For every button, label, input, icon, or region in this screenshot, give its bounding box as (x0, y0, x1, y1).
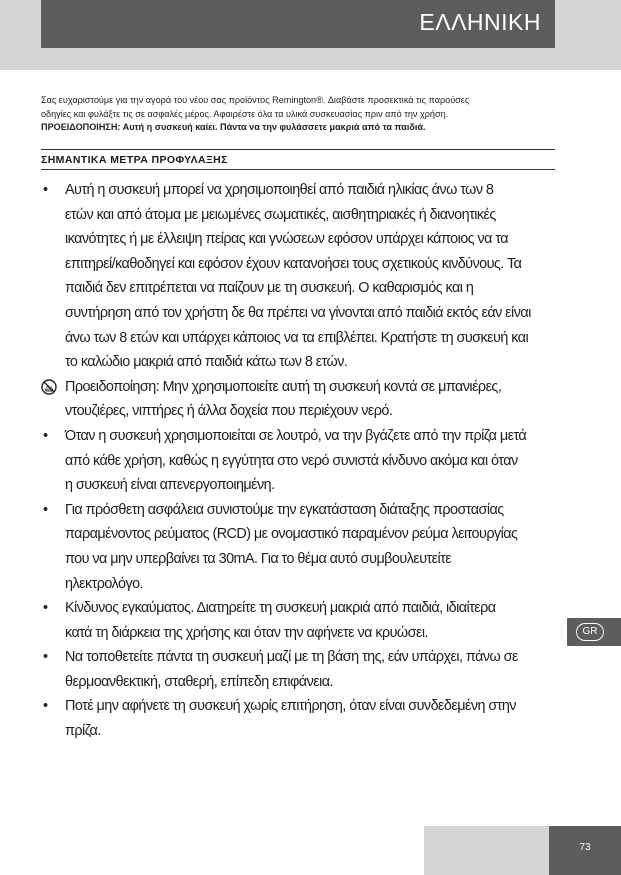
safety-item-line: Αυτή η συσκευή μπορεί να χρησιμοποιηθεί από παιδιά ηλικίας άνω των 8 (65, 182, 494, 198)
bullet-marker: • (43, 600, 48, 617)
safety-item-line: Κίνδυνος εγκαύματος. Διατηρείτε τη συσκευή μακριά από παιδιά, ιδιαίτερα (65, 600, 496, 617)
page-number-box (549, 826, 621, 875)
intro-line-2: οδηγίες και φυλάξτε τις σε ασφαλές μέρος. Αφαιρέστε όλα τα υλικά συσκευασίας πριν από την χρήση. (41, 108, 449, 119)
bullet-marker: • (43, 649, 48, 666)
safety-item-line: ικανότητες ή με έλλειψη πείρας και γνώσεων εφόσον υπάρχει κάποιος να τα (65, 231, 509, 248)
safety-item-line: Ποτέ μην αφήνετε τη συσκευή χωρίς επιτήρηση, όταν είναι συνδεδεμένη στην (65, 698, 516, 715)
intro-text (41, 94, 555, 135)
safety-item-line: παραμένοντος ρεύματος (RCD) με ονομαστικό παραμένον ρεύμα λειτουργίας (65, 526, 518, 543)
safety-item-line: ντουζιέρες, νιπτήρες ή άλλα δοχεία που περιέχουν νερό. (65, 403, 393, 420)
safety-item-line: Όταν η συσκευή χρησιμοποιείται σε λουτρό, να την βγάζετε από την πρίζα μετά (65, 427, 527, 444)
safety-item-line: παιδιά δεν επιτρέπεται να παίζουν με τη συσκευή. Ο καθαρισμός και η (65, 280, 474, 297)
safety-item-line: άνω των 8 ετών και υπάρχει κάποιος να τα επιβλέπει. Κρατήστε τη συσκευή και (65, 329, 529, 346)
safety-item-line: Να τοποθετείτε πάντα τη συσκευή μαζί με τη βάση της, εάν υπάρχει, πάνω σε (65, 649, 518, 666)
page-number: 73 (579, 842, 591, 853)
safety-item-line: το καλώδιο μακριά από παιδιά κάτω των 8 ετών. (65, 354, 348, 371)
bullet-marker: • (43, 698, 48, 715)
safety-item (41, 424, 557, 498)
language-side-tab (567, 618, 621, 646)
safety-item-line: ετών και από άτομα με μειωμένες σωματικές, αισθητηριακές ή διανοητικές (65, 206, 496, 223)
header-title-box (41, 0, 555, 48)
bullet-marker: • (43, 427, 48, 444)
safety-item-line: η συσκευή είναι απενεργοποιημένη. (65, 477, 275, 494)
safety-item (41, 596, 557, 645)
safety-item-line: που να μην υπερβαίνει τα 30mA. Για το θέμα αυτό συμβουλευτείτε (65, 550, 452, 567)
bullet-marker: • (43, 182, 48, 198)
safety-item-line: Για πρόσθετη ασφάλεια συνιστούμε την εγκατάσταση διάταξης προστασίας (65, 501, 504, 518)
safety-item (41, 178, 557, 375)
intro-warning: ΠΡΟΕΙΔΟΠΟΙΗΣΗ: Αυτή η συσκευή καίει. Πάντα να την φυλάσσετε μακριά από τα παιδιά. (41, 122, 426, 132)
safety-item-line: Προειδοποίηση: Μην χρησιμοποιείτε αυτή τη συσκευή κοντά σε μπανιέρες, (65, 378, 502, 395)
language-title: ΕΛΛΗΝΙΚΗ (419, 9, 541, 35)
section-heading (41, 149, 555, 170)
safety-item (41, 375, 557, 424)
safety-item-line: επιτηρεί/καθοδηγεί και εφόσον έχουν κατανοήσει τους σχετικούς κινδύνους. Τα (65, 255, 522, 272)
bullet-marker: • (43, 501, 48, 518)
safety-item-line: θερμοανθεκτική, σταθερή, επίπεδη επιφάνεια. (65, 673, 333, 690)
safety-item-line: από κάθε χρήση, καθώς η εγγύτητα στο νερό συνιστά κίνδυνο ακόμα και όταν (65, 452, 518, 469)
safety-item-line: πρίζα. (65, 723, 101, 740)
safety-item-line: συντήρηση από τον χρήστη δε θα πρέπει να γίνονται από παιδιά εκτός εάν είναι (65, 304, 531, 321)
intro-line-1: Σας ευχαριστούμε για την αγορά του νέου σας προϊόντος Remington®. Διαβάστε προσεκτικά τις παρούσες (41, 95, 470, 105)
safety-item (41, 645, 557, 694)
safety-list (41, 178, 557, 744)
safety-item-line: κατά τη διάρκεια της χρήσης και όταν την αφήνετε να κρυώσει. (65, 624, 428, 641)
section-title: ΣΗΜΑΝΤΙΚΑ ΜΕΤΡΑ ΠΡΟΦΥΛΑΞΗΣ (41, 154, 228, 166)
safety-item (41, 498, 557, 596)
safety-item (41, 694, 557, 743)
no-water-icon (41, 379, 57, 395)
safety-item-line: ηλεκτρολόγο. (65, 575, 143, 592)
language-badge: GR (576, 623, 604, 641)
